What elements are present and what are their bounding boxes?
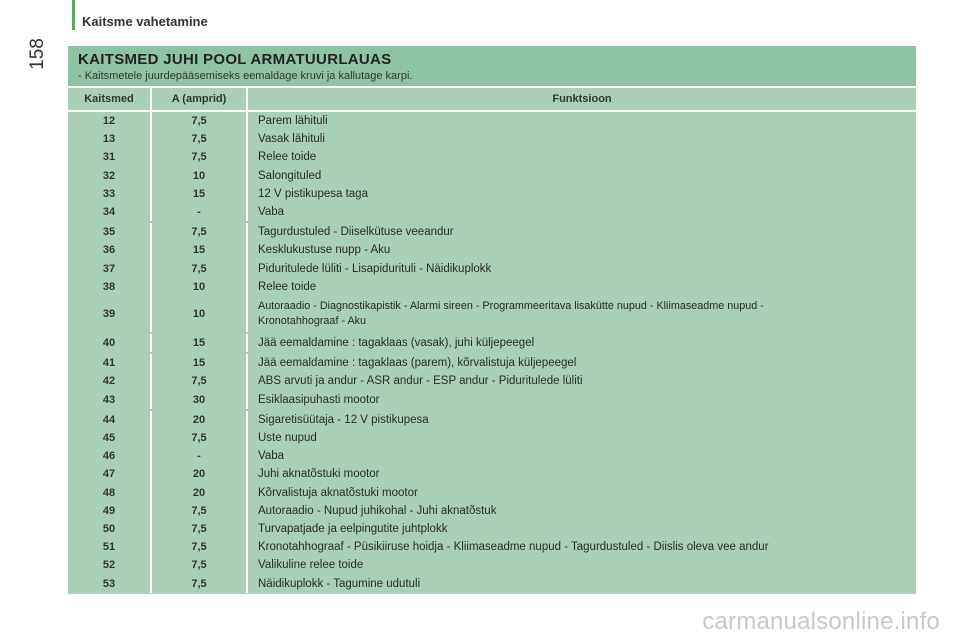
fuse-amperage: 7,5 xyxy=(150,429,246,447)
fuse-amperage: 15 xyxy=(150,185,246,203)
fuse-amperage: 7,5 xyxy=(150,112,246,130)
table-row xyxy=(68,130,916,148)
fuse-function: Vasak lähituli xyxy=(246,130,916,148)
fuse-amperage: 7,5 xyxy=(150,372,246,390)
watermark: carmanualsonline.info xyxy=(702,608,940,635)
fuse-amperage: 10 xyxy=(150,278,246,296)
table-row xyxy=(68,538,916,556)
fuse-amperage: 10 xyxy=(150,296,246,332)
fuse-number: 32 xyxy=(102,169,116,182)
fuse-amperage: - xyxy=(150,203,246,221)
fuse-amperage: 15 xyxy=(150,241,246,259)
fuse-amperage: 7,5 xyxy=(150,223,246,241)
fuse-function: Valikuline relee toide xyxy=(246,556,916,574)
table-row xyxy=(68,520,916,538)
table-header-row xyxy=(68,88,916,112)
fuse-number: 41 xyxy=(102,357,116,370)
fuse-number: 46 xyxy=(102,450,116,463)
fuse-amperage: 7,5 xyxy=(150,130,246,148)
fuse-function: Näidikuplokk - Tagumine udutuli xyxy=(246,575,916,593)
fuse-function: Salongituled xyxy=(246,167,916,185)
table-row xyxy=(68,502,916,520)
fuse-function: Esiklaasipuhasti mootor xyxy=(246,391,916,409)
fuse-amperage: 7,5 xyxy=(150,502,246,520)
fuse-number: 34 xyxy=(102,206,116,219)
table-body xyxy=(68,112,916,593)
fuse-amperage: 7,5 xyxy=(150,148,246,166)
panel-heading: KAITSMED JUHI POOL ARMATUURLAUAS xyxy=(78,51,392,68)
fuse-amperage: 30 xyxy=(150,391,246,409)
table-row xyxy=(68,223,916,241)
table-row xyxy=(68,575,916,593)
table-row xyxy=(68,167,916,185)
fuse-amperage: - xyxy=(150,447,246,465)
fuse-amperage: 20 xyxy=(150,465,246,483)
table-row xyxy=(68,278,916,296)
fuse-amperage: 7,5 xyxy=(150,520,246,538)
fuse-number: 40 xyxy=(102,337,116,350)
fuse-function: Autoraadio - Nupud juhikohal - Juhi aknatõstuk xyxy=(246,502,916,520)
table-row xyxy=(68,112,916,130)
fuse-number: 35 xyxy=(102,226,116,239)
fuse-amperage: 20 xyxy=(150,484,246,502)
fuse-function: Vaba xyxy=(246,203,916,221)
fuse-function: Jää eemaldamine : tagaklaas (parem), kõrvalistuja küljepeegel xyxy=(246,354,916,372)
fuse-number: 31 xyxy=(102,151,116,164)
fuse-number: 36 xyxy=(102,244,116,257)
fuse-function: Parem lähituli xyxy=(246,112,916,130)
fuse-number: 48 xyxy=(102,486,116,499)
fuse-amperage: 7,5 xyxy=(150,556,246,574)
table-row xyxy=(68,334,916,352)
table-row xyxy=(68,447,916,465)
fuse-function: Vaba xyxy=(246,447,916,465)
fuse-function: Kõrvalistuja aknatõstuki mootor xyxy=(246,484,916,502)
table-row xyxy=(68,185,916,203)
fuse-table-panel xyxy=(68,46,916,594)
fuse-function: Relee toide xyxy=(246,278,916,296)
table-row xyxy=(68,260,916,278)
fuse-number: 50 xyxy=(102,523,116,536)
fuse-function: Relee toide xyxy=(246,148,916,166)
fuse-number: 42 xyxy=(102,375,116,388)
column-header-function: Funktsioon xyxy=(246,88,916,110)
fuse-function: Juhi aknatõstuki mootor xyxy=(246,465,916,483)
table-row xyxy=(68,296,916,332)
table-row xyxy=(68,241,916,259)
fuse-number: 37 xyxy=(102,262,116,275)
fuse-number: 53 xyxy=(102,577,116,590)
panel-header xyxy=(68,46,916,88)
section-title: Kaitsme vahetamine xyxy=(82,14,208,29)
fuse-number: 52 xyxy=(102,559,116,572)
panel-subtitle: - Kaitsmetele juurdepääsemiseks eemaldage kruvi ja kallutage karpi. xyxy=(78,70,413,82)
table-row xyxy=(68,556,916,574)
fuse-number: 43 xyxy=(102,393,116,406)
table-row xyxy=(68,484,916,502)
column-header-fuse: Kaitsmed xyxy=(84,93,134,105)
fuse-amperage: 10 xyxy=(150,167,246,185)
page-number: 158 xyxy=(27,38,48,70)
table-row xyxy=(68,372,916,390)
table-row xyxy=(68,465,916,483)
fuse-function: Kronotahhograaf - Püsikiiruse hoidja - Kliimaseadme nupud - Tagurdustuled - Diislis oleva vee andur xyxy=(246,538,916,556)
fuse-number: 44 xyxy=(102,413,116,426)
fuse-number: 33 xyxy=(102,187,116,200)
fuse-amperage: 7,5 xyxy=(150,260,246,278)
fuse-amperage: 15 xyxy=(150,354,246,372)
fuse-number: 12 xyxy=(102,115,116,127)
fuse-function: Piduritulede lüliti - Lisapidurituli - Näidikuplokk xyxy=(246,260,916,278)
fuse-number: 39 xyxy=(102,308,116,321)
fuse-function: Turvapatjade ja eelpingutite juhtplokk xyxy=(246,520,916,538)
fuse-amperage: 7,5 xyxy=(150,538,246,556)
fuse-amperage: 20 xyxy=(150,411,246,429)
table-row xyxy=(68,354,916,372)
fuse-function: Kesklukustuse nupp - Aku xyxy=(246,241,916,259)
fuse-function-line: Kronotahhograaf - Aku xyxy=(258,315,367,328)
fuse-function xyxy=(246,296,916,332)
fuse-function: Sigaretisüütaja - 12 V pistikupesa xyxy=(246,411,916,429)
table-row xyxy=(68,411,916,429)
fuse-function: 12 V pistikupesa taga xyxy=(246,185,916,203)
table-row xyxy=(68,391,916,409)
fuse-function: Tagurdustuled - Diiselkütuse veeandur xyxy=(246,223,916,241)
section-accent-bar xyxy=(72,0,75,30)
fuse-function: ABS arvuti ja andur - ASR andur - ESP andur - Piduritulede lüliti xyxy=(246,372,916,390)
table-row xyxy=(68,148,916,166)
fuse-number: 47 xyxy=(102,468,116,481)
table-row xyxy=(68,429,916,447)
fuse-number: 51 xyxy=(102,541,116,554)
fuse-amperage: 7,5 xyxy=(150,575,246,593)
column-header-amps: A (amprid) xyxy=(150,88,246,110)
fuse-function-line: Autoraadio - Diagnostikapistik - Alarmi sireen - Programmeeritava lisakütte nupud - Kliimaseadme nupud - xyxy=(258,300,764,313)
fuse-amperage: 15 xyxy=(150,334,246,352)
fuse-number: 13 xyxy=(102,133,116,146)
fuse-number: 45 xyxy=(102,432,116,445)
fuse-function: Uste nupud xyxy=(246,429,916,447)
fuse-number: 49 xyxy=(102,504,116,517)
fuse-function: Jää eemaldamine : tagaklaas (vasak), juhi küljepeegel xyxy=(246,334,916,352)
fuse-number: 38 xyxy=(102,280,116,293)
table-row xyxy=(68,203,916,221)
